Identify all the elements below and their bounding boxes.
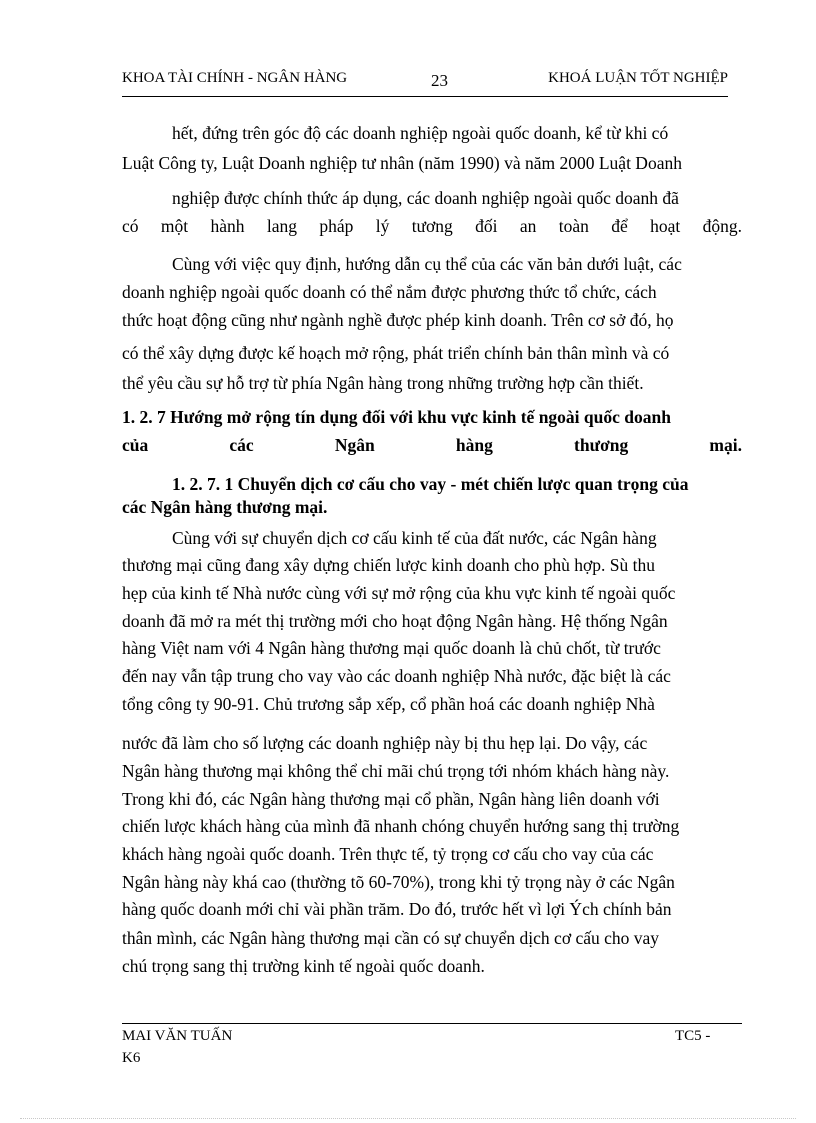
text-line: Cùng với sự chuyển dịch cơ cấu kinh tế của đất nước, các Ngân hàng bbox=[172, 528, 657, 548]
text-line: Luật Công ty, Luật Doanh nghiệp tư nhân (năm 1990) và năm 2000 Luật Doanh bbox=[122, 153, 682, 173]
header-divider bbox=[122, 96, 728, 97]
subsection-heading: các Ngân hàng thương mại. bbox=[122, 497, 328, 517]
text-line: chiến lược khách hàng của mình đã nhanh chóng chuyển hướng sang thị trường bbox=[122, 816, 680, 836]
header-faculty: KHOA TÀI CHÍNH - NGÂN HÀNG bbox=[122, 70, 348, 86]
text-line: tổng công ty 90-91. Chủ trương sắp xếp, cổ phần hoá các doanh nghiệp Nhà bbox=[122, 694, 655, 714]
text-line: khách hàng ngoài quốc doanh. Trên thực tế, tỷ trọng cơ cấu cho vay của các bbox=[122, 844, 654, 864]
text-line: doanh nghiệp ngoài quốc doanh có thể nắm được phương thức tổ chức, cách bbox=[122, 282, 657, 302]
text-line: doanh đã mở ra mét thị trường mới cho hoạt động Ngân hàng. Hệ thống Ngân bbox=[122, 611, 668, 631]
footer-cohort: K6 bbox=[122, 1050, 141, 1066]
footer-author: MAI VĂN TUẤN bbox=[122, 1028, 233, 1044]
text-line: đến nay vẫn tập trung cho vay vào các doanh nghiệp Nhà nước, đặc biệt là các bbox=[122, 666, 671, 686]
page-edge-dotted-line bbox=[20, 1118, 796, 1119]
text-line: chú trọng sang thị trường kinh tế ngoài quốc doanh. bbox=[122, 956, 485, 976]
text-line: có một hành lang pháp lý tương đối an toàn để hoạt động. bbox=[122, 216, 742, 236]
footer-divider bbox=[122, 1023, 742, 1024]
text-line: hết, đứng trên góc độ các doanh nghiệp ngoài quốc doanh, kể từ khi có bbox=[172, 123, 669, 143]
text-line: nước đã làm cho số lượng các doanh nghiệp này bị thu hẹp lại. Do vậy, các bbox=[122, 733, 648, 753]
text-line: thể yêu cầu sự hỗ trợ từ phía Ngân hàng trong những trường hợp cần thiết. bbox=[122, 373, 644, 393]
page-header bbox=[122, 70, 728, 92]
footer-class-code: TC5 - bbox=[675, 1028, 711, 1044]
text-line: Ngân hàng này khá cao (thường tõ 60-70%), trong khi tỷ trọng này ở các Ngân bbox=[122, 872, 675, 892]
text-line: hàng Việt nam với 4 Ngân hàng thương mại quốc doanh là chủ chốt, từ trước bbox=[122, 638, 661, 658]
header-thesis-label: KHOÁ LUẬN TỐT NGHIỆP bbox=[548, 70, 728, 86]
text-line: thân mình, các Ngân hàng thương mại cần có sự chuyển dịch cơ cấu cho vay bbox=[122, 928, 660, 948]
text-line: thức hoạt động cũng như ngành nghề được phép kinh doanh. Trên cơ sở đó, họ bbox=[122, 310, 674, 330]
text-line: Ngân hàng thương mại không thể chỉ mãi chú trọng tới nhóm khách hàng này. bbox=[122, 761, 670, 781]
section-heading: của các Ngân hàng thương mại. bbox=[122, 435, 742, 455]
section-heading: 1. 2. 7 Hướng mở rộng tín dụng đối với khu vực kinh tế ngoài quốc doanh bbox=[122, 407, 671, 427]
text-line: hàng quốc doanh mới chỉ vài phần trăm. Do đó, trước hết vì lợi Ých chính bản bbox=[122, 899, 672, 919]
text-line: có thể xây dựng được kế hoạch mở rộng, phát triển chính bản thân mình và có bbox=[122, 343, 670, 363]
page-number: 23 bbox=[431, 71, 448, 90]
text-line: Trong khi đó, các Ngân hàng thương mại cổ phần, Ngân hàng liên doanh với bbox=[122, 789, 660, 809]
subsection-heading: 1. 2. 7. 1 Chuyển dịch cơ cấu cho vay - mét chiến lược quan trọng của bbox=[172, 474, 689, 494]
text-line: Cùng với việc quy định, hướng dẫn cụ thể của các văn bản dưới luật, các bbox=[172, 254, 682, 274]
text-line: nghiệp được chính thức áp dụng, các doanh nghiệp ngoài quốc doanh đã bbox=[172, 188, 679, 208]
text-line: hẹp của kinh tế Nhà nước cùng với sự mở rộng của khu vực kinh tế ngoài quốc bbox=[122, 583, 676, 603]
text-line: thương mại cũng đang xây dựng chiến lược kinh doanh cho phù hợp. Sù thu bbox=[122, 555, 656, 575]
